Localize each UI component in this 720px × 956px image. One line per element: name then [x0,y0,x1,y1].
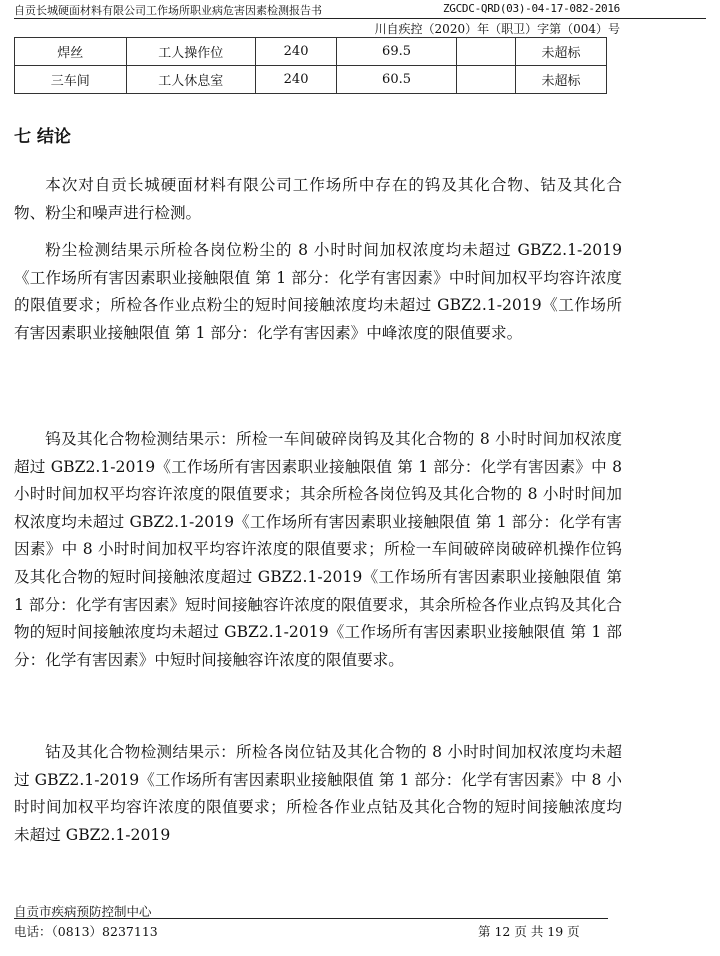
header-divider [14,18,706,19]
table-cell: 69.5 [337,38,457,66]
table-cell: 60.5 [337,66,457,94]
conclusion-paragraph-intro [14,172,622,227]
table-cell: 240 [255,38,336,66]
table-cell: 未超标 [516,38,607,66]
table-cell: 工人操作位 [126,38,255,66]
results-table [14,37,607,94]
table-cell [456,66,515,94]
report-title-header: 自贡长城硬面材料有限公司工作场所职业病危害因素检测报告书 [14,4,322,17]
document-code: ZGCDC-QRD(03)-04-17-082-2016 [442,2,620,15]
paragraph-text: 粉尘检测结果示所检各岗位粉尘的 8 小时时间加权浓度均未超过 GBZ2.1-2019《工作场所有害因素职业接触限值 第 1 部分：化学有害因素》中时间加权平均容许浓度的限值要求；所检各作业点粉尘的短时间接触浓度均未超过 GBZ2.1-2019《工作场所有害因素职业接触限值 第 1 部分：化学有害因素》中峰浓度的限值要求。 [14,241,622,342]
table-cell: 未超标 [516,66,607,94]
footer-divider [14,918,608,919]
table-cell: 工人休息室 [126,66,255,94]
conclusion-paragraph-tungsten [14,426,622,674]
table-row [15,38,607,66]
paragraph-text: 钴及其化合物检测结果示：所检各岗位钴及其化合物的 8 小时时间加权浓度均未超过 GBZ2.1-2019《工作场所有害因素职业接触限值 第 1 部分：化学有害因素》中 8 小时时间加权平均容许浓度的限值要求；所检各作业点钴及其化合物的短时间接触浓度均未超过 GBZ2.1-2019 [14,743,622,844]
table-cell: 240 [255,66,336,94]
footer-phone: 电话：（0813）8237113 [14,924,158,939]
table-row [15,66,607,94]
page-number: 第 12 页 共 19 页 [478,924,580,939]
paragraph-text: 本次对自贡长城硬面材料有限公司工作场所中存在的钨及其化合物、钴及其化合物、粉尘和噪声进行检测。 [14,176,622,222]
paragraph-text: 钨及其化合物检测结果示：所检一车间破碎岗钨及其化合物的 8 小时时间加权浓度超过 GBZ2.1-2019《工作场所有害因素职业接触限值 第 1 部分：化学有害因素》中 8 小时时间加权平均容许浓度的限值要求；其余所检各岗位钨及其化合物的 8 小时时间加权浓度均未超过 GBZ2.1-2019《工作场所有害因素职业接触限值 第 1 部分：化学有害因素》中 8 小时时间加权平均容许浓度的限值要求；所检一车间破碎岗破碎机操作位钨及其化合物的短时间接触浓度超过 GBZ2.1-2019《工作场所有害因素职业接触限值 第 1 部分：化学有害因素》短时间接触容许浓度的限值要求，其余所检各作业点钨及其化合物的短时间接触浓度均未超过 GBZ2.1-2019《工作场所有害因素职业接触限值 第 1 部分：化学有害因素》中短时间接触容许浓度的限值要求。 [14,430,622,669]
table-cell [456,38,515,66]
document-number: 川自疾控（2020）年（职卫）字第（004）号 [374,22,620,36]
table-cell: 三车间 [15,66,127,94]
table-cell: 焊丝 [15,38,127,66]
conclusion-paragraph-dust [14,237,622,347]
conclusion-paragraph-cobalt [14,739,622,849]
footer-organization: 自贡市疾病预防控制中心 [14,904,152,919]
section-heading: 七 结论 [14,127,71,147]
